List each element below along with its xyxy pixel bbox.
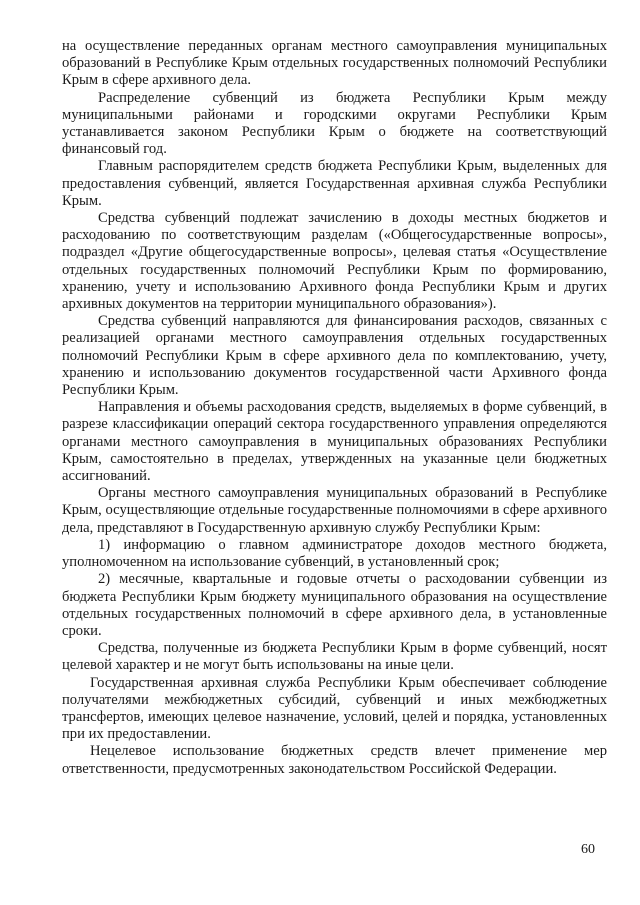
paragraph-financing: Средства субвенций направляются для финансирования расходов, связанных с реализацией органами местного самоуправления отдельных государственных полномочий Республики Крым в сфере архивного дела по комплектованию, учету, хранению и использованию документов государственной части Архивного фонда Республики Крым. bbox=[62, 313, 607, 399]
paragraph-distribution: Распределение субвенций из бюджета Республики Крым между муниципальными районами и городскими округами Республики Крым устанавливается законом Республики Крым о бюджете на соответствующий финансовый год. bbox=[62, 89, 607, 158]
page-number: 60 bbox=[581, 842, 595, 857]
paragraph-local-bodies: Органы местного самоуправления муниципальных образований в Республике Крым, осуществляющие отдельные государственные полномочиями в сфере архивного дела, представляют в Государственную архивную службу Республики Крым: bbox=[62, 485, 607, 536]
list-item-1: 1) информацию о главном администраторе доходов местного бюджета, уполномоченном на использование субвенций, в установленный срок; bbox=[62, 536, 607, 571]
paragraph-targeted-funds: Средства, полученные из бюджета Республики Крым в форме субвенций, носят целевой характер и не могут быть использованы на иные цели. bbox=[62, 640, 607, 674]
paragraph-directions: Направления и объемы расходования средств, выделяемых в форме субвенций, в разрезе классификации операций сектора государственного управления определяются органами местного самоуправления в муниципальных образованиях Республики Крым, самостоятельно в пределах, утвержденных на указанные цели бюджетных ассигнований. bbox=[62, 399, 607, 485]
paragraph-continuation: на осуществление переданных органам местного самоуправления муниципальных образований в Республике Крым отдельных государственных полномочий Республики Крым в сфере архивного дела. bbox=[62, 38, 607, 89]
paragraph-archive-service: Государственная архивная служба Республики Крым обеспечивает соблюдение получателями межбюджетных субсидий, субвенций и иных межбюджетных трансфертов, имеющих целевое назначение, условий, целей и порядка, установленных при их предоставлении. bbox=[62, 674, 607, 743]
list-item-2: 2) месячные, квартальные и годовые отчеты о расходовании субвенции из бюджета Республики Крым бюджету муниципального образования на осуществление отдельных государственных полномочий в сфере архивного дела, в установленные сроки. bbox=[62, 571, 607, 639]
paragraph-misuse: Нецелевое использование бюджетных средств влечет применение мер ответственности, предусмотренных законодательством Российской Федерации. bbox=[62, 743, 607, 777]
paragraph-chief-administrator: Главным распорядителем средств бюджета Республики Крым, выделенных для предоставления субвенций, является Государственная архивная служба Республики Крым. bbox=[62, 158, 607, 209]
paragraph-crediting: Средства субвенций подлежат зачислению в доходы местных бюджетов и расходованию по соответствующим разделам («Общегосударственные вопросы», подраздел «Другие общегосударственные вопросы», целевая статья «Осуществление отдельных государственных полномочий Республики Крым по формированию, хранению, учету и использованию Архивного фонда Республики Крым и других архивных документов на территории муниципального образования»). bbox=[62, 210, 607, 313]
document-body bbox=[62, 38, 607, 778]
